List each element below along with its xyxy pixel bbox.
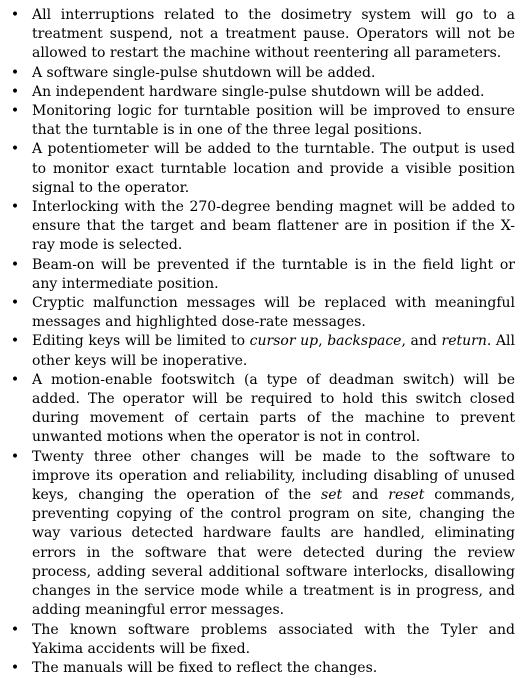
bullet-icon: •: [10, 295, 20, 312]
list-item-text: A potentiometer will be added to the turntable. The output is used to monitor exact turntable location and provide a visible position signal to the operator.: [32, 141, 515, 196]
list-item-text: Interlocking with the 270-degree bending magnet will be added to ensure that the target and beam flattener are in position if the X-ray mode is selected.: [32, 199, 515, 254]
list-item-text: [32, 333, 515, 368]
bullet-icon: •: [10, 256, 20, 273]
text-fragment: Twenty three other changes will be made to the software to improve its operation and reliability, including disabling of unused keys, changing the operation of the: [32, 448, 515, 504]
list-item: [8, 621, 515, 659]
list-item-text: Monitoring logic for turntable position will be improved to ensure that the turntable is in one of the three legal positions.: [32, 103, 515, 139]
list-item-text: Cryptic malfunction messages will be replaced with meaningful messages and highlighted dose-rate messages.: [32, 295, 515, 331]
bullet-icon: •: [10, 141, 20, 158]
list-item: [8, 102, 515, 140]
bullet-icon: •: [10, 621, 20, 638]
bullet-icon: •: [10, 103, 20, 120]
bullet-icon: •: [10, 83, 20, 100]
bullet-icon: •: [10, 371, 20, 388]
list-item: [8, 659, 515, 678]
text-fragment: and: [342, 487, 389, 504]
command-name-reset: reset: [388, 487, 425, 504]
list-item: [8, 332, 515, 370]
list-item: [8, 6, 515, 64]
text-fragment: , and: [401, 333, 442, 350]
list-item-text: [32, 449, 515, 619]
list-item: [8, 256, 515, 294]
corrective-actions-list: [8, 6, 515, 678]
list-item: [8, 294, 515, 332]
text-fragment: Editing keys will be limited to: [32, 333, 250, 350]
bullet-icon: •: [10, 333, 20, 350]
text-fragment: . All other keys will be inoperative.: [32, 333, 515, 369]
text-fragment: ,: [318, 333, 328, 350]
list-item-text: A motion-enable footswitch (a type of deadman switch) will be added. The operator will be required to hold this switch closed during movement of certain parts of the machine to prevent unwanted motions when the operator is not in control.: [32, 371, 515, 446]
list-item-text: The manuals will be fixed to reflect the changes.: [32, 659, 378, 676]
list-item: [8, 198, 515, 256]
list-item: [8, 448, 515, 621]
bullet-icon: •: [10, 448, 20, 465]
text-fragment: commands, preventing copying of the control program on site, changing the way various detected hardware faults are handled, eliminating errors in the software that were detected during the review process, adding several additional software interlocks, disallowing changes in the service mode while a treatment is in progress, and adding meaningful error messages.: [32, 487, 515, 619]
list-item-text: A software single-pulse shutdown will be added.: [32, 64, 376, 81]
command-name-set: set: [321, 487, 343, 504]
bullet-icon: •: [10, 659, 20, 676]
key-name-backspace: backspace: [327, 333, 402, 350]
bullet-icon: •: [10, 64, 20, 81]
list-item-text: All interruptions related to the dosimetry system will go to a treatment suspend, not a treatment pause. Operators will not be allowed to restart the machine without reentering all parameters.: [32, 7, 515, 62]
key-name-cursor-up: cursor up: [249, 333, 319, 350]
list-item: [8, 83, 515, 102]
list-item: [8, 140, 515, 198]
bullet-icon: •: [10, 199, 20, 216]
list-item-text: The known software problems associated with the Tyler and Yakima accidents will be fixed.: [32, 621, 515, 657]
bullet-icon: •: [10, 7, 20, 23]
list-item: [8, 371, 515, 448]
key-name-return: return: [441, 333, 487, 350]
list-item-text: An independent hardware single-pulse shutdown will be added.: [32, 83, 485, 100]
list-item-text: Beam-on will be prevented if the turntable is in the field light or any intermediate position.: [32, 256, 515, 292]
list-item: [8, 64, 515, 83]
